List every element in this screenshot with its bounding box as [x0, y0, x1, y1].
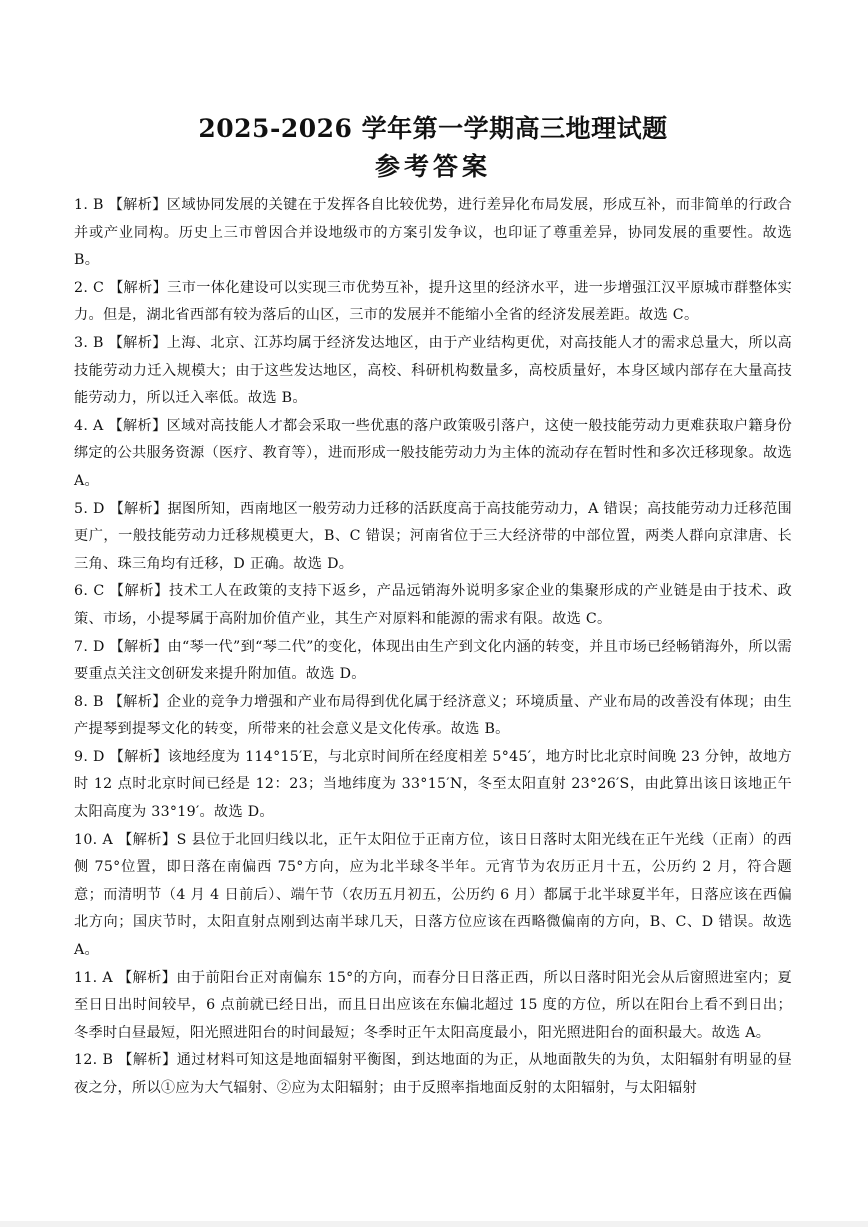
- analysis-text: 该地经度为 114°15′E，与北京时间所在经度相差 5°45′，地方时比北京时间晚 23 分钟，故地方时 12 点时北京时间已经是 12：23；当地纬度为 33°15′N，冬至太阳直射 23°26′S，由此算出该日该地正午太阳高度为 33°19′。故选 D。: [74, 748, 793, 821]
- answer-item: [74, 634, 792, 689]
- analysis-tag: 【解析】: [109, 748, 168, 765]
- answer-choice: C: [93, 583, 105, 600]
- analysis-tag: 【解析】: [117, 831, 177, 848]
- answer-choice: A: [102, 969, 113, 986]
- page-subtitle: 参考答案: [374, 152, 491, 181]
- answer-item: [74, 744, 792, 827]
- analysis-tag: 【解析】: [109, 583, 170, 600]
- answer-number: 6.: [74, 583, 89, 600]
- answer-item: [74, 192, 792, 275]
- answer-number: 3.: [74, 334, 89, 351]
- answer-choice: B: [93, 693, 104, 710]
- analysis-text: 由“琴一代”到“琴二代”的变化，体现出由生产到文化内涵的转变，并且市场已经畅销海外，所以需要重点关注文创研发来提升附加值。故选 D。: [74, 638, 793, 683]
- answer-number: 4.: [74, 417, 89, 434]
- answer-number: 12.: [74, 1052, 98, 1069]
- answer-choice: B: [93, 197, 104, 213]
- answer-choice: B: [102, 1052, 114, 1069]
- answer-choice: D: [92, 500, 105, 517]
- page-title: 2025-2026 学年第一学期高三地理试题: [198, 114, 668, 143]
- answer-choice: A: [102, 831, 113, 848]
- analysis-tag: 【解析】: [108, 417, 167, 434]
- analysis-text: 企业的竞争力增强和产业布局得到优化属于经济意义；环境质量、产业布局的改善没有体现；由生产提琴到提琴文化的转变，所带来的社会意义是文化传承。故选 B。: [74, 693, 793, 738]
- answer-number: 1.: [74, 197, 89, 213]
- answer-choice: A: [93, 417, 104, 434]
- analysis-tag: 【解析】: [109, 279, 168, 296]
- analysis-text: S 县位于北回归线以北，正午太阳位于正南方位，该日日落时太阳光线在正午光线（正南）的西侧 75°位置，即日落在南偏西 75°方向，应为北半球冬半年。元宵节为农历正月十五，公历约 2 月，符合题意；而清明节（4 月 4 日前后）、端午节（农历五月初五，公历约 6 月）都属于北半球夏半年，日落应该在西偏北方向；国庆节时，太阳直射点刚到达南半球几天，日落方位应该在西略微偏南的方向，B、C、D 错误。故选 A。: [74, 831, 793, 959]
- answer-item: [74, 330, 792, 413]
- answer-list: [74, 192, 792, 1103]
- analysis-tag: 【解析】: [118, 1052, 177, 1069]
- answer-item: [74, 827, 792, 965]
- analysis-text: 三市一体化建设可以实现三市优势互补，提升这里的经济水平，进一步增强江汉平原城市群整体实力。但是，湖北省西部有较为落后的山区，三市的发展并不能缩小全省的经济发展差距。故选 C。: [74, 279, 793, 324]
- answer-number: 7.: [74, 638, 89, 655]
- answer-item: [74, 578, 792, 633]
- analysis-tag: 【解析】: [108, 334, 167, 351]
- analysis-text: 由于前阳台正对南偏东 15°的方向，而春分日日落正西，所以日落时阳光会从后窗照进室内；夏至日日出时间较早，6 点前就已经日出，而且日出应该在东偏北超过 15 度的方位，所以在阳台上看不到日出；冬季时白昼最短，阳光照进阳台的时间最短；冬季时正午太阳高度最小，阳光照进阳台的面积最大。故选 A。: [74, 969, 793, 1041]
- analysis-text: 通过材料可知这是地面辐射平衡图，到达地面的为正，从地面散失的为负，太阳辐射有明显的昼夜之分，所以①应为大气辐射、②应为太阳辐射；由于反照率指地面反射的太阳辐射，与太阳辐射: [74, 1052, 793, 1096]
- answer-number: 11.: [74, 969, 98, 986]
- analysis-text: 区域对高技能人才都会采取一些优惠的落户政策吸引落户，这使一般技能劳动力更难获取户籍身份绑定的公共服务资源（医疗、教育等），进而形成一般技能劳动力为主体的流动存在暂时性和多次迁移现象。故选 A。: [74, 417, 793, 489]
- analysis-tag: 【解析】: [108, 693, 167, 710]
- analysis-text: 据图所知，西南地区一般劳动力迁移的活跃度高于高技能劳动力，A 错误；高技能劳动力迁移范围更广，一般技能劳动力迁移规模更大，B、C 错误；河南省位于三大经济带的中部位置，两类人群向京津唐、长三角、珠三角均有迁移，D 正确。故选 D。: [74, 500, 792, 572]
- answer-choice: D: [93, 748, 105, 765]
- answer-item: [74, 496, 792, 579]
- analysis-text: 技术工人在政策的支持下返乡，产品远销海外说明多家企业的集聚形成的产业链是由于技术、政策、市场，小提琴属于高附加价值产业，其生产对原料和能源的需求有限。故选 C。: [74, 583, 793, 627]
- answer-item: [74, 1047, 792, 1102]
- analysis-tag: 【解析】: [109, 638, 168, 655]
- answer-item: [74, 965, 792, 1048]
- analysis-tag: 【解析】: [109, 500, 168, 517]
- answer-choice: B: [93, 334, 104, 351]
- answer-number: 8.: [74, 693, 89, 710]
- answer-number: 5.: [74, 500, 89, 517]
- answer-number: 9.: [74, 748, 89, 765]
- answer-choice: C: [93, 279, 105, 296]
- page-bottom-edge: [0, 1221, 868, 1227]
- analysis-text: 区域协同发展的关键在于发挥各自比较优势，进行差异化布局发展，形成互补，而非简单的行政合并或产业同构。历史上三市曾因合并设地级市的方案引发争议，也印证了尊重差异，协同发展的重要性。故选 B。: [74, 197, 793, 269]
- answer-number: 2.: [74, 279, 89, 296]
- answer-item: [74, 413, 792, 496]
- analysis-tag: 【解析】: [108, 197, 167, 213]
- answer-item: [74, 275, 792, 330]
- analysis-tag: 【解析】: [117, 969, 177, 986]
- answer-item: [74, 689, 792, 744]
- answer-number: 10.: [74, 831, 98, 848]
- answer-choice: D: [92, 638, 105, 655]
- analysis-text: 上海、北京、江苏均属于经济发达地区，由于产业结构更优，对高技能人才的需求总量大，所以高技能劳动力迁入规模大；由于这些发达地区，高校、科研机构数量多，高校质量好，本身区域内部存在大量高技能劳动力，所以迁入率低。故选 B。: [74, 334, 793, 407]
